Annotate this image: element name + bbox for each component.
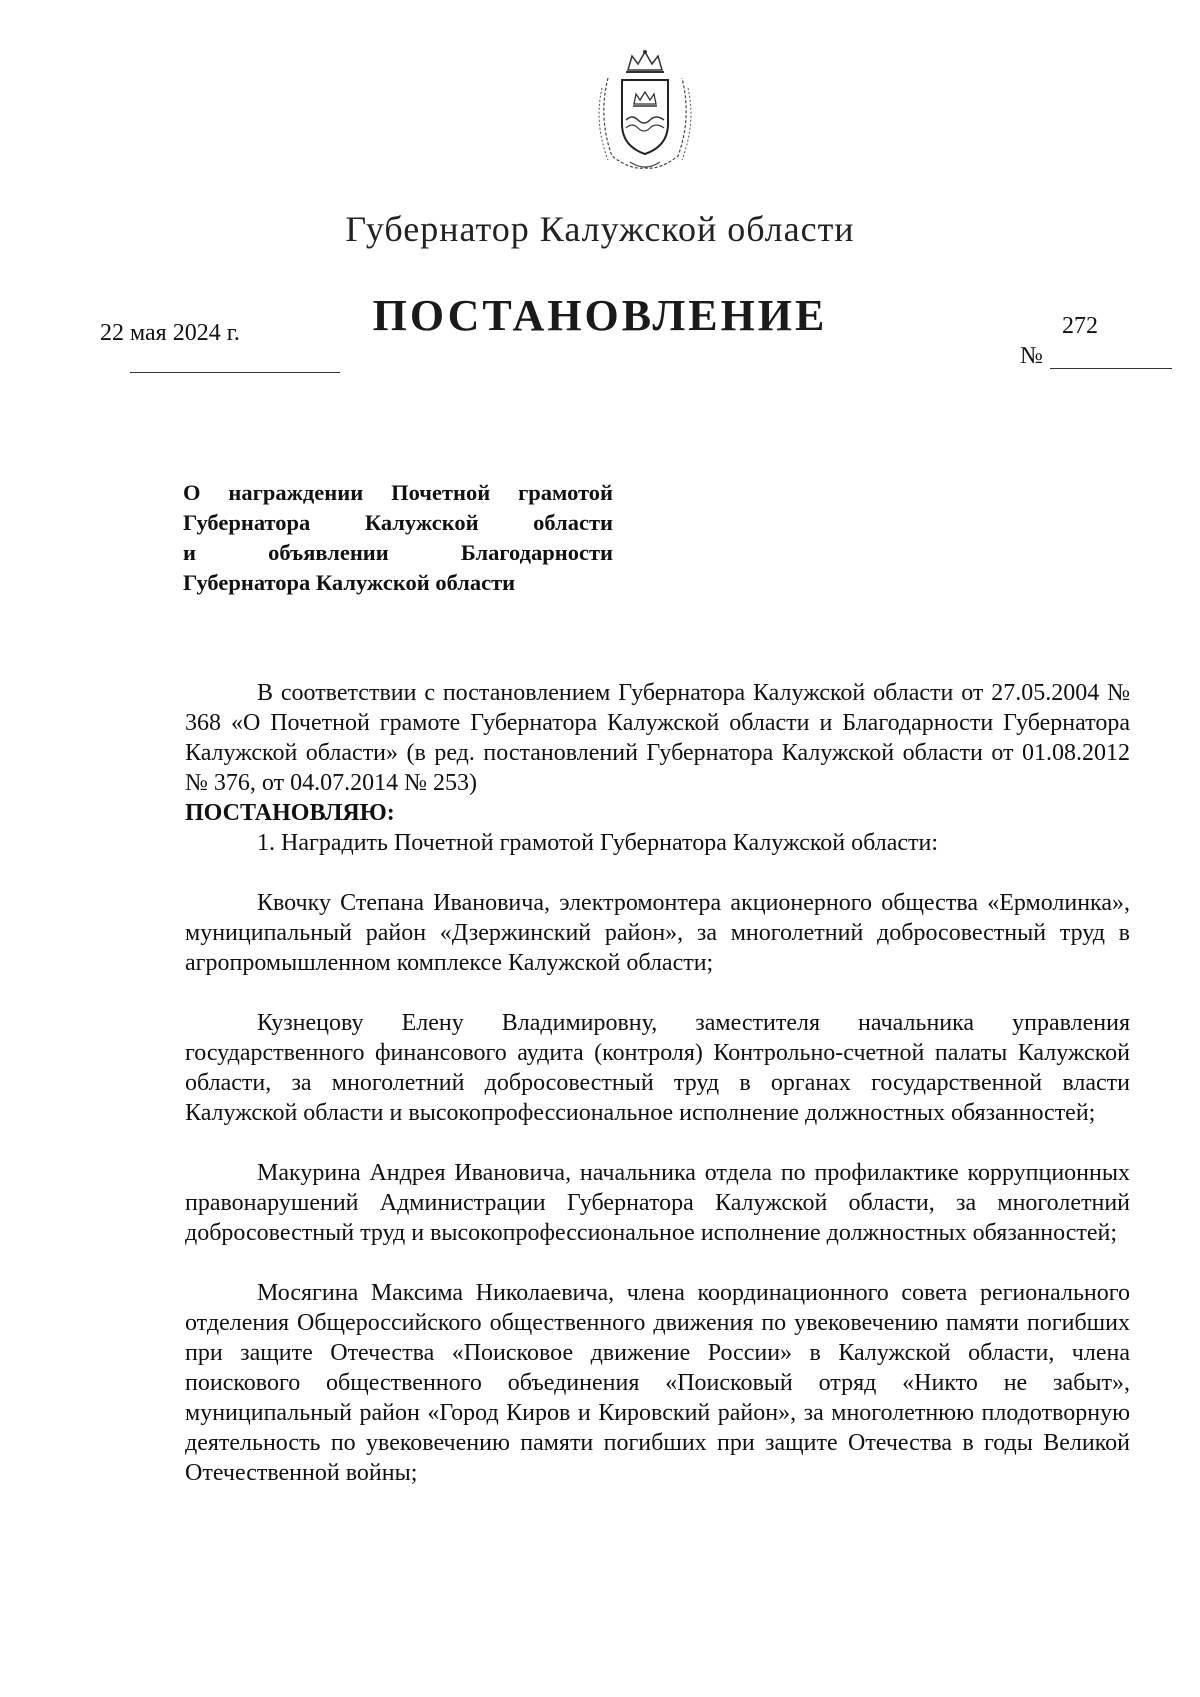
document-number: 272 (1062, 313, 1098, 339)
decree-heading: ПОСТАНОВЛЯЮ: (185, 800, 395, 826)
number-underline (1050, 368, 1172, 369)
kaluga-coat-of-arms-icon (590, 48, 700, 173)
preamble-paragraph: В соответствии с постановлением Губернатора Калужской области от 27.05.2004 № 368 «О Почетной грамоте Губернатора Калужской области и Благодарности Губернатора Калужской области» (в ред. постановлений Губернатора Калужской области от 01.08.2012 № 376, от 04.07.2014 № 253) (185, 680, 1130, 796)
document-body (185, 678, 1130, 1488)
awardee-paragraph: Макурина Андрея Ивановича, начальника отдела по профилактике коррупционных правонарушений Администрации Губернатора Калужской области, за многолетний добросовестный труд и высокопрофессиональное исполнение должностных обязанностей; (185, 1160, 1130, 1246)
awardee-paragraph: Кузнецову Елену Владимировну, заместителя начальника управления государственного финансового аудита (контроля) Контрольно-счетной палаты Калужской области, за многолетний добросовестный труд в органах государственной власти Калужской области и высокопрофессиональное исполнение должностных обязанностей; (185, 1010, 1130, 1126)
document-date: 22 мая 2024 г. (100, 320, 240, 346)
awardee-paragraph: Мосягина Максима Николаевича, члена координационного совета регионального отделения Общероссийского общественного движения по увековечению памяти погибших при защите Отечества «Поисковое движение России» в Калужской области, члена поискового общественного объединения «Поисковый отряд «Никто не забыт», муниципальный район «Город Киров и Кировский район», за многолетнюю плодотворную деятельность по увековечению памяти погибших при защите Отечества в годы Великой Отечественной войны; (185, 1280, 1130, 1486)
awardee-paragraph: Квочку Степана Ивановича, электромонтера акционерного общества «Ермолинка», муниципальный район «Дзержинский район», за многолетний добросовестный труд в агропромышленном комплексе Калужской области; (185, 890, 1130, 976)
number-sign: № (1020, 343, 1043, 369)
subject-line: Губернатора Калужской области (183, 570, 516, 595)
subject-line: О награждении Почетной грамотой (183, 480, 613, 505)
item-1-paragraph: 1. Наградить Почетной грамотой Губернатора Калужской области: (257, 830, 939, 856)
authority-title: Губернатор Калужской области (345, 209, 855, 249)
subject-line: и объявлении Благодарности (183, 540, 613, 565)
date-underline (130, 372, 340, 373)
document-type-title: ПОСТАНОВЛЕНИЕ (372, 291, 828, 340)
subject-line: Губернатора Калужской области (183, 510, 613, 535)
document-subject (183, 478, 613, 598)
